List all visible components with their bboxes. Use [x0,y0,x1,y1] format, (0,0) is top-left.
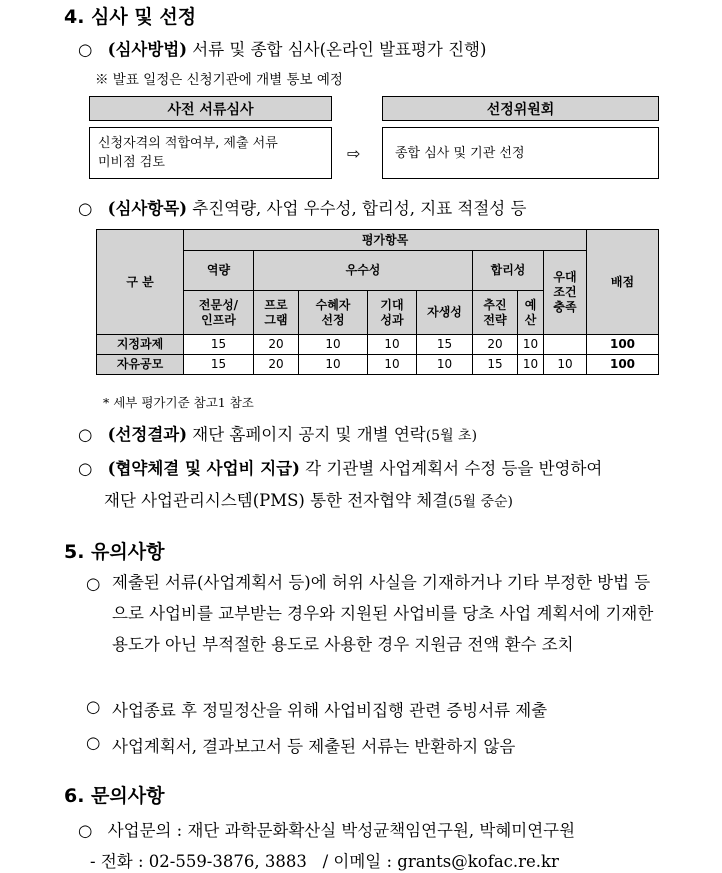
flow-step-committee-title: 선정위원회 [382,96,659,121]
cell: 20 [473,335,518,355]
method-line [78,36,486,60]
cell: 15 [184,355,254,375]
sub-line1: 프로 [264,297,288,312]
result-text: 재단 홈페이지 공지 및 개별 연락 [187,425,426,444]
agreement-line2 [104,487,513,511]
cell: 15 [184,335,254,355]
sub-line1: 기대 [380,297,404,312]
group-capability-header: 역량 [184,251,254,291]
sub-header [473,291,518,335]
col-category-header: 구 분 [97,230,184,335]
table-row [97,335,659,355]
cell: 15 [473,355,518,375]
bullet: ○ [78,459,93,478]
prescreen-desc-line2: 미비점 검토 [98,155,165,170]
cell: 10 [299,335,368,355]
table-row [97,355,659,375]
sub-line2: 전략 [483,312,507,327]
bullet: ○ [86,574,101,593]
result-line [78,421,477,445]
items-text: 추진역량, 사업 우수성, 합리성, 지표 적절성 등 [187,199,527,218]
sub-line1: 예 [524,297,537,312]
method-label: (심사방법) [107,40,188,59]
cell: 10 [544,355,587,375]
flow-step-prescreen-title: 사전 서류심사 [89,96,332,121]
bullet: ○ [78,199,93,218]
preference-line3: 충족 [553,300,577,314]
bullet: ○ [86,733,101,752]
notice-item: 사업종료 후 정밀정산을 위해 사업비집행 관련 증빙서류 제출 [112,701,548,720]
group-eval-header: 평가항목 [184,230,587,251]
contact-line: - 전화 : 02-559-3876, 3883 / 이메일 : grants@kofac.re.kr [90,852,559,871]
prescreen-desc-line1: 신청자격의 적합여부, 제출 서류 [98,136,278,151]
sub-line1: 추진 [483,297,507,312]
sub-line1: 수혜자 [315,297,351,312]
sub-header [417,291,473,335]
sub-line1: 자생성 [427,305,462,319]
inquiry-text: 사업문의 : 재단 과학문화확산실 박성균책임연구원, 박혜미연구원 [107,821,576,840]
section-5-title: 5. 유의사항 [64,541,165,563]
group-excellence-header: 우수성 [254,251,473,291]
bullet: ○ [78,821,93,840]
evaluation-table [96,229,659,375]
method-note: ※ 발표 일정은 신청기관에 개별 통보 예정 [95,72,343,88]
items-line [78,195,526,219]
flow-step-committee-desc [382,127,659,179]
sub-line2: 선정 [321,312,345,327]
cell: 10 [299,355,368,375]
sub-header [184,291,254,335]
preference-line2: 조건 [553,285,577,299]
sub-line1: 전문성/ [198,297,239,312]
items-label: (심사항목) [107,199,188,218]
notice-item: 제출된 서류(사업계획서 등)에 허위 사실을 기재하거나 기타 부정한 방법 등으로 사업비를 교부받는 경우와 지원된 사업비를 당초 사업 계획서에 기재한 용도가 아닌 부적절한 용도로 사용한 경우 지원금 전액 환수 조치 [112,573,654,654]
method-text: 서류 및 종합 심사(온라인 발표평가 진행) [187,40,487,59]
sub-line2: 그램 [264,312,288,327]
col-total-header: 배점 [587,230,659,335]
cell: 20 [254,355,299,375]
agreement-label: (협약체결 및 사업비 지급) [107,459,300,478]
sub-header [254,291,299,335]
section-4-title: 4. 심사 및 선정 [64,6,197,28]
notice-item: 사업계획서, 결과보고서 등 제출된 서류는 반환하지 않음 [112,737,516,756]
sub-line2: 성과 [380,312,404,327]
cell: 10 [368,355,417,375]
group-rationality-header: 합리성 [473,251,544,291]
agreement-text: 각 기관별 사업계획서 수정 등을 반영하여 [299,459,603,478]
arrow-right-icon: ⇨ [347,144,361,163]
agreement-line [78,455,602,479]
bullet: ○ [78,425,93,444]
cell: 10 [518,335,544,355]
sub-header [368,291,417,335]
sub-line2: 산 [524,312,537,327]
section-6-title: 6. 문의사항 [64,785,165,807]
cell: 10 [417,355,473,375]
sub-header [299,291,368,335]
bullet: ○ [78,40,93,59]
cell: 10 [368,335,417,355]
result-label: (선정결과) [107,425,188,444]
row-total: 100 [587,355,659,375]
group-preference-header [544,251,587,335]
cell [544,335,587,355]
agreement-text-cont: 재단 사업관리시스템(PMS) 통한 전자협약 체결 [104,491,449,510]
table-footnote: * 세부 평가기준 참고1 참조 [103,395,254,410]
row-name: 자유공모 [97,355,184,375]
agreement-date: (5월 중순) [448,494,513,510]
inquiry-line [78,817,575,841]
row-total: 100 [587,335,659,355]
cell: 10 [518,355,544,375]
sub-header [518,291,544,335]
row-name: 지정과제 [97,335,184,355]
preference-line1: 우대 [553,270,577,284]
committee-desc-text: 종합 심사 및 기관 선정 [395,145,525,161]
cell: 20 [254,335,299,355]
bullet: ○ [86,697,101,716]
sub-line2: 인프라 [201,312,236,327]
flow-step-prescreen-desc [89,127,332,179]
cell: 15 [417,335,473,355]
result-date: (5월 초) [425,428,478,444]
